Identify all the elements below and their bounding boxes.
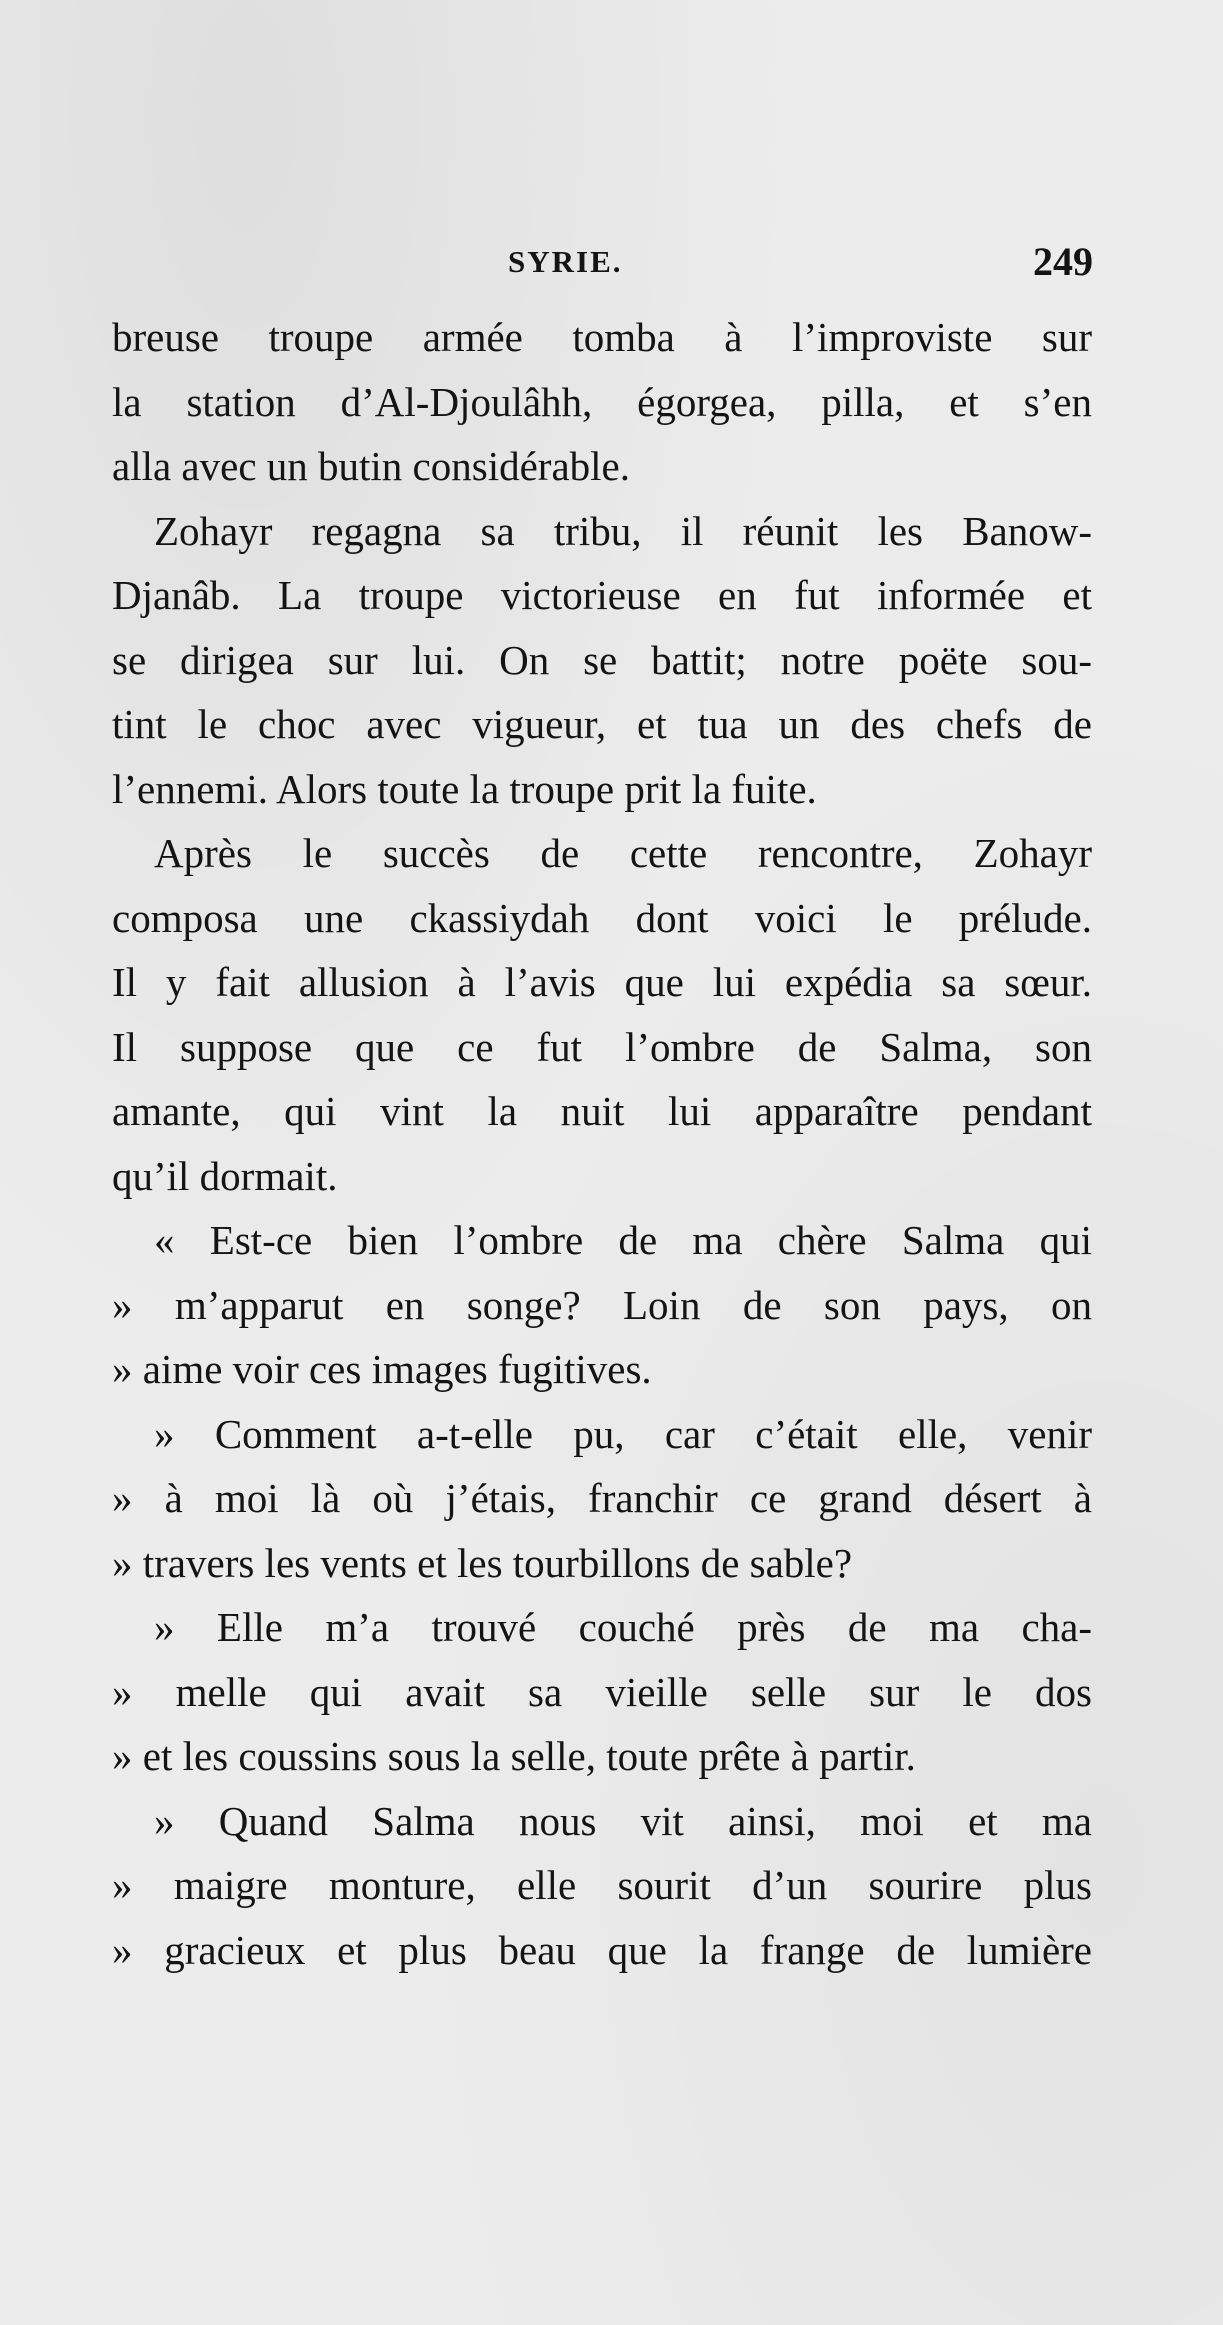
text-line: composa une ckassiydah dont voici le prélude. — [112, 894, 1092, 941]
text-line: Il suppose que ce fut l’ombre de Salma, son — [112, 1023, 1092, 1070]
page-header — [0, 238, 1223, 288]
quote-line: » Elle m’a trouvé couché près de ma cha- — [154, 1604, 1092, 1650]
text-line: Il y fait allusion à l’avis que lui expédia sa sœur. — [112, 959, 1092, 1005]
text-line: amante, qui vint la nuit lui apparaître pendant — [112, 1088, 1092, 1134]
text-line: se dirigea sur lui. On se battit; notre poëte sou- — [112, 636, 1092, 683]
text-line: Djanâb. La troupe victorieuse en fut informée et — [112, 572, 1092, 618]
body-text — [112, 305, 1092, 1982]
running-head: SYRIE. — [508, 244, 623, 279]
text-line: alla avec un butin considérable. — [112, 443, 630, 489]
text-line: qu’il dormait. — [112, 1152, 338, 1199]
text-line: breuse troupe armée tomba à l’improviste sur — [112, 314, 1092, 360]
page-number: 249 — [1033, 239, 1093, 284]
quote-line: » à moi là où j’étais, franchir ce grand désert à — [112, 1475, 1092, 1521]
text-line: Zohayr regagna sa tribu, il réunit les Banow- — [154, 507, 1092, 554]
quote-line: » travers les vents et les tourbillons de sable? — [112, 1539, 853, 1586]
quote-line: » et les coussins sous la selle, toute prête à partir. — [112, 1733, 916, 1779]
text-line: Après le succès de cette rencontre, Zohayr — [154, 830, 1092, 876]
text-line: l’ennemi. Alors toute la troupe prit la fuite. — [112, 765, 817, 812]
quote-line: » maigre monture, elle sourit d’un sourire plus — [112, 1862, 1092, 1908]
text-line: tint le choc avec vigueur, et tua un des chefs de — [112, 701, 1092, 747]
quote-line: » melle qui avait sa vieille selle sur le dos — [112, 1668, 1092, 1715]
quote-line: « Est-ce bien l’ombre de ma chère Salma qui — [154, 1217, 1092, 1263]
quote-line: » gracieux et plus beau que la frange de lumière — [112, 1926, 1092, 1973]
quote-line: » Comment a-t-elle pu, car c’était elle, venir — [154, 1410, 1092, 1457]
text-line: la station d’Al-Djoulâhh, égorgea, pilla, et s’en — [112, 378, 1092, 425]
quote-line: » m’apparut en songe? Loin de son pays, on — [112, 1281, 1092, 1328]
quote-line: » aime voir ces images fugitives. — [112, 1346, 652, 1392]
quote-line: » Quand Salma nous vit ainsi, moi et ma — [154, 1797, 1092, 1844]
